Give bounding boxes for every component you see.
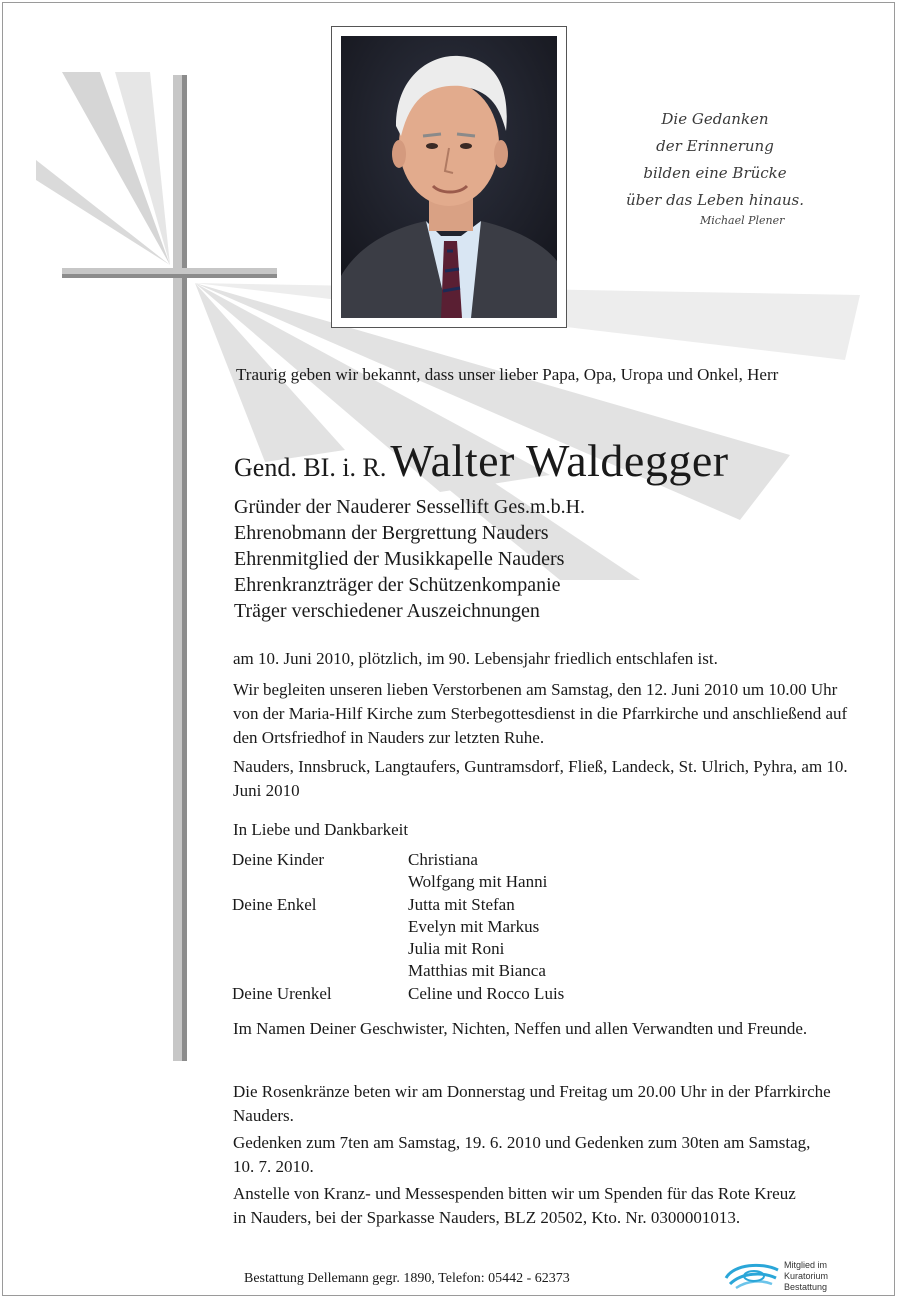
kuratorium-logo <box>722 1256 862 1292</box>
mourner-group-label: Deine Urenkel <box>232 983 332 1003</box>
honor-item: Träger verschiedener Auszeichnungen <box>234 600 540 622</box>
deceased-name-line <box>234 434 729 487</box>
mourner-name: Christiana <box>408 850 478 869</box>
donation-note: Anstelle von Kranz- und Messespenden bitten wir um Spenden für das Rote Kreuz in Nauders, bei der Sparkasse Nauders, BLZ 20502, Kto. Nr. 0300001013. <box>233 1184 796 1227</box>
places-and-date: Nauders, Innsbruck, Langtaufers, Guntramsdorf, Fließ, Landeck, St. Ulrich, Pyhra, am 10. Juni 2010 <box>233 757 848 800</box>
mourner-group-label: Deine Kinder <box>232 850 325 869</box>
swirl-logo-icon <box>722 1256 786 1292</box>
intro-text: Traurig geben wir bekannt, dass unser lieber Papa, Opa, Uropa und Onkel, Herr <box>236 365 779 384</box>
closing-phrase: In Liebe und Dankbarkeit <box>233 820 409 839</box>
cross-vertical-shadow <box>182 75 187 1061</box>
funeral-details: Wir begleiten unseren lieben Verstorbenen am Samstag, den 12. Juni 2010 um 10.00 Uhr von der Maria-Hilf Kirche zum Sterbegottesdienst in die Pfarrkirche und anschließend auf den Ortsfriedhof in Nauders zur letzten Ruhe. <box>233 680 848 747</box>
mourner-name: Matthias mit Bianca <box>408 961 546 981</box>
mourner-name: Wolfgang mit Hanni <box>408 872 548 892</box>
cross-horizontal-shadow <box>62 274 277 278</box>
quote-line: bilden eine Brücke <box>643 164 787 182</box>
quote-author: Michael Plener <box>700 214 785 227</box>
mourner-names <box>408 849 547 894</box>
mourner-row <box>232 849 564 894</box>
logo-text-line: Kuratorium Bestattung <box>784 1271 829 1292</box>
honor-item: Ehrenmitglied der Musikkapelle Nauders <box>234 548 565 570</box>
mourner-name: Celine und Rocco Luis <box>408 983 565 1003</box>
honor-item: Ehrenobmann der Bergrettung Nauders <box>234 522 549 544</box>
mourner-row <box>232 983 564 1005</box>
mourners-list <box>232 849 564 1005</box>
honor-item: Gründer der Nauderer Sessellift Ges.m.b.H. <box>234 496 586 518</box>
mourner-names <box>408 983 564 1005</box>
deceased-name: Walter Waldegger <box>390 435 729 486</box>
mourner-names <box>408 894 546 983</box>
quote-line: der Erinnerung <box>656 137 774 155</box>
mourner-row <box>232 894 564 983</box>
quote-line: über das Leben hinaus. <box>625 191 805 209</box>
portrait-photo <box>331 26 567 328</box>
memorial-dates: Gedenken zum 7ten am Samstag, 19. 6. 2010 und Gedenken zum 30ten am Samstag, 10. 7. 2010. <box>233 1133 811 1176</box>
quote-line: Die Gedanken <box>661 110 769 128</box>
death-notice: am 10. Juni 2010, plötzlich, im 90. Lebensjahr friedlich entschlafen ist. <box>233 649 718 668</box>
mourner-name: Evelyn mit Markus <box>408 916 540 936</box>
honor-item: Ehrenkranzträger der Schützenkompanie <box>234 574 561 596</box>
portrait-image <box>341 36 557 318</box>
logo-text-line: Mitglied im <box>784 1260 828 1270</box>
deceased-rank: Gend. BI. i. R. <box>234 453 387 482</box>
mourner-name: Jutta mit Stefan <box>408 894 515 914</box>
mourner-group-label: Deine Enkel <box>232 894 317 914</box>
funeral-home-footer: Bestattung Dellemann gegr. 1890, Telefon: 05442 - 62373 <box>244 1271 570 1286</box>
honors-list <box>234 494 585 624</box>
memorial-quote <box>600 106 830 214</box>
rosary-note: Die Rosenkränze beten wir am Donnerstag und Freitag um 20.00 Uhr in der Pfarrkirche Nauders. <box>233 1082 831 1125</box>
relatives-note: Im Namen Deiner Geschwister, Nichten, Neffen und allen Verwandten und Freunde. <box>233 1019 808 1038</box>
mourner-name: Julia mit Roni <box>408 939 505 959</box>
